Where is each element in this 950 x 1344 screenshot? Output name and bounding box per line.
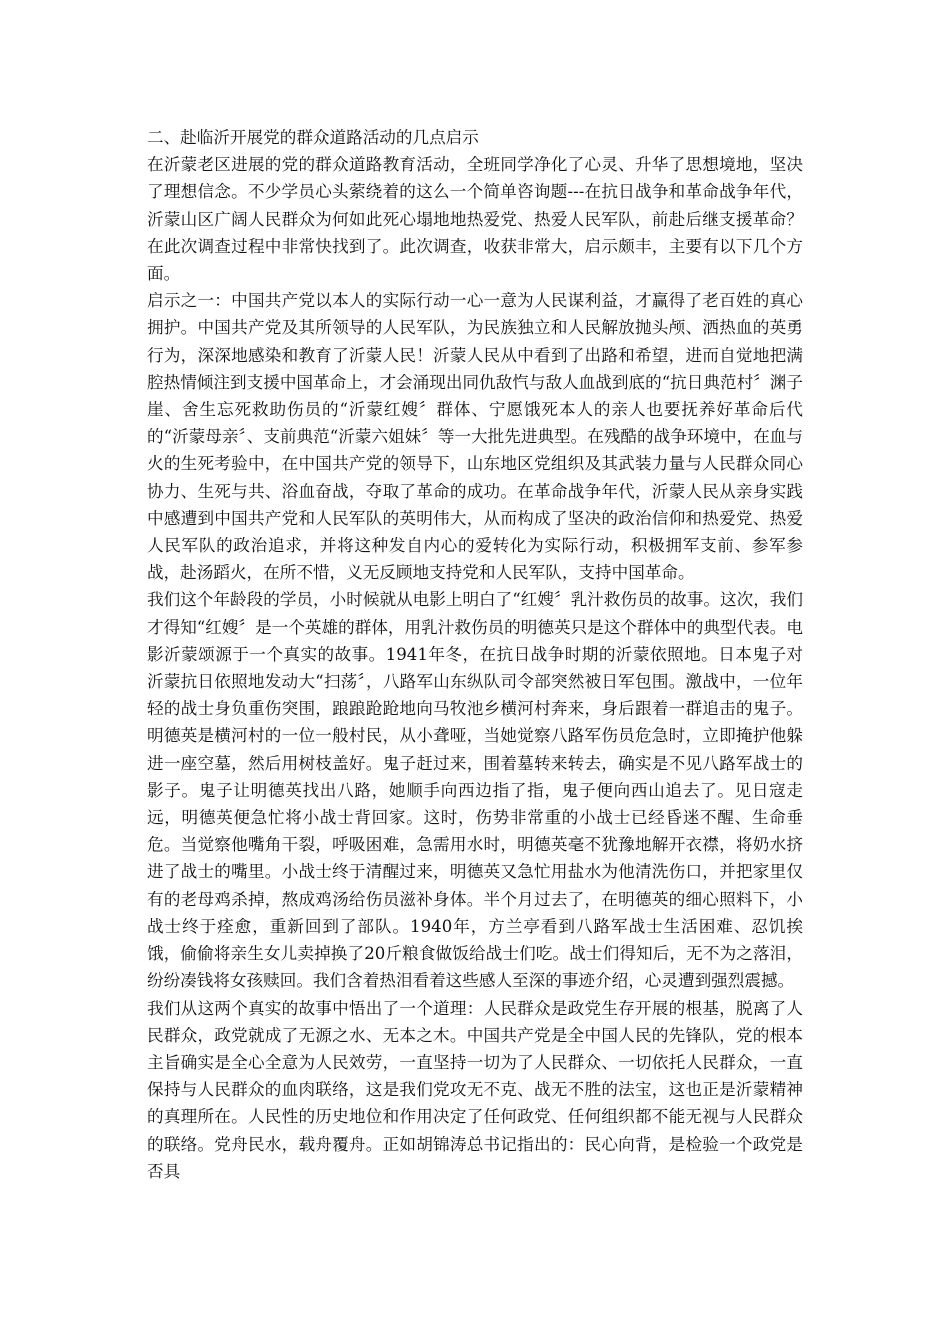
paragraph-red-sister-story: 我们这个年龄段的学员，小时候就从电影上明白了“红嫂〞乳汁救伤员的故事。这次，我们才得知“红嫂〞是一个英雄的群体，用乳汁救伤员的明德英只是这个群体中的典型代表。电影沂蒙颂源于一个真实的故事。1941年冬，在抗日战争时期的沂蒙依照地。日本鬼子对沂蒙抗日依照地发动大“扫荡〞，八路军山东纵队司令部突然被日军包围。激战中，一位年轻的战士身负重伤突围，踉踉跄跄地向马牧池乡横河村奔来，身后跟着一群追击的鬼子。明德英是横河村的一位一般村民，从小聋哑，当她觉察八路军伤员危急时，立即掩护他躲进一座空墓，然后用树枝盖好。鬼子赶过来，围着墓转来转去，确实是不见八路军战士的影子。鬼子让明德英找出八路，她顺手向西边指了指，鬼子便向西山追去了。见日寇走远，明德英便急忙将小战士背回家。这时，伤势非常重的小战士已经昏迷不醒、生命垂危。当觉察他嘴角干裂，呼吸困难，急需用水时，明德英毫不犹豫地解开衣襟，将奶水挤进了战士的嘴里。小战士终于清醒过来，明德英又急忙用盐水为他清洗伤口，并把家里仅有的老母鸡杀掉，熬成鸡汤给伤员滋补身体。半个月过去了，在明德英的细心照料下，小战士终于痊愈，重新回到了部队。1940年，方兰亭看到八路军战士生活困难、忍饥挨饿，偷偷将亲生女儿卖掉换了20斤粮食做饭给战士们吃。战士们得知后，无不为之落泪，纷纷凑钱将女孩赎回。我们含着热泪看着这些感人至深的事迹介绍，心灵遭到强烈震撼。 (147, 590, 803, 991)
section-heading: 二、赴临沂开展党的群众道路活动的几点启示 (147, 128, 479, 147)
paragraph-insight-one: 启示之一：中国共产党以本人的实际行动一心一意为人民谋利益，才赢得了老百姓的真心拥护。中国共产党及其所领导的人民军队，为民族独立和人民解放抛头颅、洒热血的英勇行为，深深地感染和教育了沂蒙人民！沂蒙人民从中看到了出路和希望，进而自觉地把满腔热情倾注到支援中国革命上，才会涌现出同仇敌忾与敌人血战到底的“抗日典范村〞渊子崖、舍生忘死救助伤员的“沂蒙红嫂〞群体、宁愿饿死本人的亲人也要抚养好革命后代的“沂蒙母亲〞、支前典范“沂蒙六姐妹〞等一大批先进典型。在残酷的战争环境中，在血与火的生死考验中，在中国共产党的领导下，山东地区党组织及其武装力量与人民群众同心协力、生死与共、浴血奋战，夺取了革命的成功。在革命战争年代，沂蒙人民从亲身实践中感遭到中国共产党和人民军队的英明伟大，从而构成了坚决的政治信仰和热爱党、热爱人民军队的政治追求，并将这种发自内心的爱转化为实际行动，积极拥军支前、参军参战，赴汤蹈火，在所不惜，义无反顾地支持党和人民军队，支持中国革命。 (147, 291, 803, 583)
document-page (147, 124, 803, 1185)
paragraph-intro: 在沂蒙老区进展的党的群众道路教育活动，全班同学净化了心灵、升华了思想境地，坚决了理想信念。不少学员心头萦绕着的这么一个简单咨询题---在抗日战争和革命战争年代，沂蒙山区广阔人民群众为何如此死心塌地地热爱党、热爱人民军队，前赴后继支援革命？在此次调查过程中非常快找到了。此次调查，收获非常大，启示颇丰，主要有以下几个方面。 (147, 155, 803, 284)
paragraph-conclusion: 我们从这两个真实的故事中悟出了一个道理：人民群众是政党生存开展的根基，脱离了人民群众，政党就成了无源之水、无本之木。中国共产党是全中国人民的先锋队，党的根本主旨确实是全心全意为人民效劳，一直坚持一切为了人民群众、一切依托人民群众，一直保持与人民群众的血肉联络，这是我们党攻无不克、战无不胜的法宝，这也正是沂蒙精神的真理所在。人民性的历史地位和作用决定了任何政党、任何组织都不能无视与人民群众的联络。党舟民水，载舟覆舟。正如胡锦涛总书记指出的：民心向背，是检验一个政党是否具 (147, 998, 803, 1181)
